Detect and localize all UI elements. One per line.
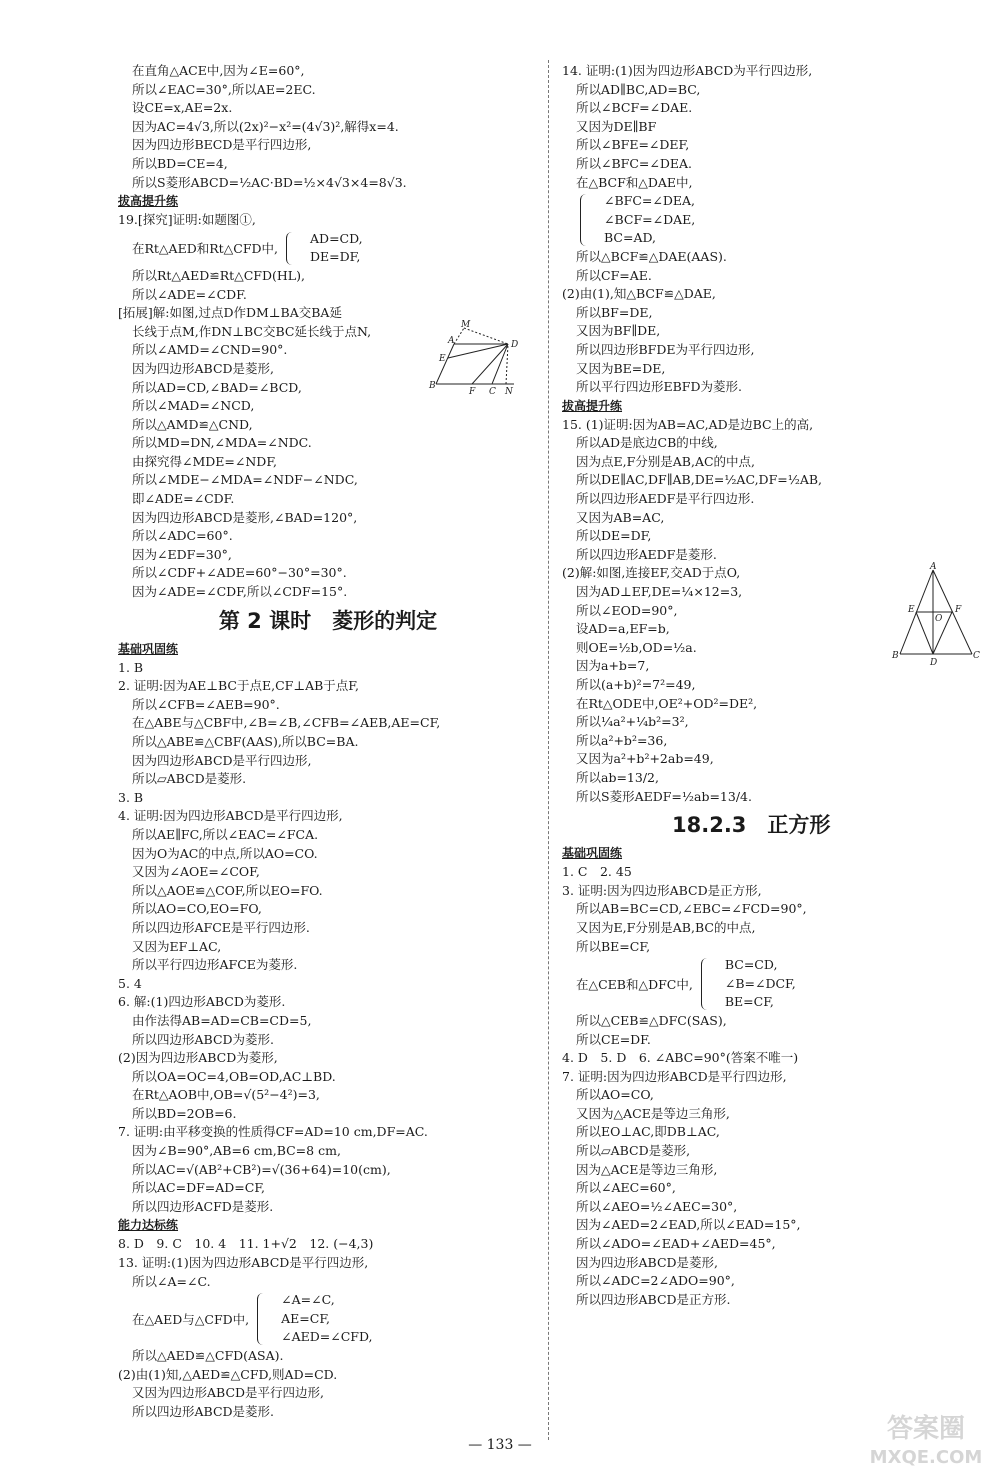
section-heading: 能力达标练 — [118, 1218, 179, 1233]
section-heading: 基础巩固练 — [562, 846, 623, 861]
answer-block — [118, 659, 538, 1217]
geometry-figure-triangle — [886, 562, 986, 670]
text-line: 所以∠AEC=60°, — [576, 1180, 676, 1196]
right-column — [562, 62, 982, 1309]
watermark-logo — [866, 1407, 986, 1469]
text-line: 又因为AB=AC, — [576, 509, 665, 525]
text-line: 又因为BE=DE, — [576, 360, 666, 376]
text-line: BC=CD, — [724, 957, 778, 973]
text-line: 因为∠ADE=∠CDF,所以∠CDF=15°. — [132, 584, 348, 600]
text-line: 所以∠AEO=½∠AEC=30°, — [576, 1198, 738, 1214]
text-line: 因为∠EDF=30°, — [132, 546, 232, 562]
text-line: 所以∠MDE−∠MDA=∠NDF−∠NDC, — [132, 472, 358, 488]
text-line: 由探究得∠MDE=∠NDF, — [132, 453, 278, 469]
text-line: 所以∠BFC=∠DEA. — [576, 155, 692, 171]
answer-block — [118, 1347, 538, 1421]
text-line: 所以BD=2OB=6. — [132, 1105, 237, 1121]
text-line: 所以∠EAC=30°,所以AE=2EC. — [132, 81, 316, 97]
equation-system — [118, 230, 538, 267]
fig-label: O — [935, 614, 943, 624]
text-line: [拓展]解:如图,过点D作DM⊥BA交BA延 — [118, 305, 342, 321]
text-line: 所以四边形ACFD是菱形. — [132, 1198, 274, 1214]
text-line: 所以▱ABCD是菱形, — [576, 1143, 691, 1159]
text-line: 所以AE∥FC,所以∠EAC=∠FCA. — [132, 826, 319, 842]
answer-block — [118, 1235, 538, 1291]
column-divider — [548, 60, 549, 1440]
text-line: 在Rt△ODE中,OE²+OD²=DE², — [576, 695, 758, 711]
text-line: 所以△AED≌△CFD(ASA). — [132, 1348, 284, 1363]
system-brace — [697, 956, 796, 1012]
text-line: 由作法得AB=AD=CB=CD=5, — [132, 1012, 312, 1028]
text-line: 2. 证明:因为AE⊥BC于点E,CF⊥AB于点F, — [118, 678, 360, 694]
text-line: 因为∠AED=2∠EAD,所以∠EAD=15°, — [576, 1217, 801, 1233]
text-line: 设AD=a,EF=b, — [576, 621, 670, 637]
text-line: 所以∠MAD=∠NCD, — [132, 398, 255, 414]
text-line: 所以∠ADC=60°. — [132, 528, 233, 544]
text-line: 所以四边形AFCE是平行四边形. — [132, 919, 310, 935]
system-brace — [253, 1291, 372, 1347]
text-line: 所以∠BCF=∠DAE. — [576, 100, 693, 116]
text-line: ∠B=∠DCF, — [724, 975, 796, 991]
text-line: 所以AC=√(AB²+CB²)=√(36+64)=10(cm), — [132, 1161, 391, 1177]
text-line: 所以△AMD≌△CND, — [132, 416, 253, 432]
text-line: 1. B — [118, 659, 144, 675]
text-line: 所以∠EOD=90°, — [576, 602, 678, 618]
text-line: ∠AED=∠CFD, — [281, 1329, 373, 1345]
text-line: 所以∠A=∠C. — [132, 1273, 211, 1289]
answer-block — [562, 863, 982, 956]
watermark-top: 答案圈 — [886, 1414, 966, 1444]
fig-label: B — [429, 381, 436, 391]
fig-label: A — [930, 562, 937, 572]
system-lead: 在△AED与△CFD中, — [132, 1312, 250, 1328]
text-line: 所以AO=CO,EO=FO, — [132, 901, 262, 917]
text-line: 1. C 2. 45 — [562, 864, 632, 880]
system-brace — [576, 192, 982, 248]
text-line: 又因为△ACE是等边三角形, — [576, 1105, 730, 1121]
text-line: 所以△CEB≌△DFC(SAS), — [576, 1012, 727, 1028]
section-heading: 拔高提升练 — [118, 194, 179, 209]
text-line: 所以△ABE≌△CBF(AAS),所以BC=BA. — [132, 734, 359, 749]
text-line: (2)由(1)知,△AED≌△CFD,则AD=CD. — [118, 1366, 338, 1382]
text-line: 因为AD⊥EF,DE=¼×12=3, — [576, 584, 743, 600]
text-line: 所以四边形ABCD是菱形. — [132, 1403, 275, 1419]
text-line: 又因为BF∥DE, — [576, 323, 661, 339]
text-line: 所以∠CDF+∠ADE=60°−30°=30°. — [132, 565, 347, 581]
text-line: (2)因为四边形ABCD为菱形, — [118, 1050, 278, 1066]
section-heading: 基础巩固练 — [118, 641, 179, 656]
text-line: 所以四边形AEDF是平行四边形. — [576, 491, 755, 507]
text-line: 因为四边形ABCD是菱形, — [576, 1254, 719, 1270]
text-line: 所以∠CFB=∠AEB=90°. — [132, 696, 280, 712]
question-19: 19.[探究]证明:如题图①, — [118, 212, 256, 228]
text-line: AD=CD, — [310, 230, 363, 246]
text-line: 所以△AOE≌△COF,所以EO=FO. — [132, 882, 323, 898]
text-line: 所以AB=BC=CD,∠EBC=∠FCD=90°, — [576, 901, 807, 917]
text-line: 所以S菱形ABCD=½AC·BD=½×4√3×4=8√3. — [132, 174, 407, 190]
text-line: 所以MD=DN,∠MDA=∠NDC. — [132, 435, 312, 451]
fig-label: M — [461, 320, 471, 330]
text-line: 14. 证明:(1)因为四边形ABCD为平行四边形, — [562, 63, 813, 78]
text-line: 因为点E,F分别是AB,AC的中点, — [576, 453, 756, 469]
text-line: 则OE=½b,OD=½a. — [576, 639, 697, 655]
text-line: 因为四边形BECD是平行四边形, — [132, 137, 312, 153]
text-line: 所以AD=CD,∠BAD=∠BCD, — [132, 379, 302, 395]
text-line: 3. B — [118, 789, 144, 805]
text-line: 所以BE=CF, — [576, 938, 651, 954]
text-line: 在△ABE与△CBF中,∠B=∠B,∠CFB=∠AEB,AE=CF, — [132, 715, 441, 731]
text-line: 在直角△ACE中,因为∠E=60°, — [132, 63, 305, 78]
text-line: ∠BFC=∠DEA, — [604, 193, 695, 209]
fig-label: B — [892, 651, 899, 661]
text-line: 7. 证明:因为四边形ABCD是平行四边形, — [562, 1068, 787, 1084]
text-line: 所以OA=OC=4,OB=OD,AC⊥BD. — [132, 1068, 336, 1084]
text-line: ∠BCF=∠DAE, — [604, 211, 696, 227]
text-line: 所以四边形BFDE为平行四边形, — [576, 341, 755, 357]
text-line: 所以四边形ABCD是正方形. — [576, 1291, 731, 1307]
text-line: 6. 解:(1)四边形ABCD为菱形. — [118, 994, 286, 1010]
text-line: 所以¼a²+¼b²=3², — [576, 714, 689, 730]
fig-label: N — [505, 387, 513, 396]
text-line: 因为a+b=7, — [576, 658, 650, 674]
text-line: 因为△ACE是等边三角形, — [576, 1161, 718, 1177]
text-line: 所以BF=DE, — [576, 304, 653, 320]
text-line: 所以AC=DF=AD=CF, — [132, 1180, 266, 1196]
text-line: 所以(a+b)²=7²=49, — [576, 677, 696, 692]
system-brace — [282, 230, 363, 267]
text-line: (2)由(1),知△BCF≌△DAE, — [562, 286, 716, 302]
text-line: 15. (1)证明:因为AB=AC,AD是边BC上的高, — [562, 416, 814, 432]
text-line: 7. 证明:由平移变换的性质得CF=AD=10 cm,DF=AC. — [118, 1124, 428, 1140]
system-lead: 在△CEB和△DFC中, — [576, 977, 693, 993]
text-line: BC=AD, — [604, 230, 657, 246]
section-title: 18.2.3 正方形 — [672, 813, 831, 838]
text-line: 4. D 5. D 6. ∠ABC=90°(答案不唯一) — [562, 1050, 799, 1066]
text-line: 13. 证明:(1)因为四边形ABCD是平行四边形, — [118, 1255, 369, 1271]
lesson-title: 第 2 课时 菱形的判定 — [218, 608, 438, 633]
text-line: 所以∠ADE=∠CDF. — [132, 286, 247, 302]
text-line: 又因为DE∥BF — [576, 118, 657, 134]
text-line: 所以AD∥BC,AD=BC, — [576, 81, 701, 97]
answer-block — [562, 1012, 982, 1310]
text-line: 所以ab=13/2, — [576, 769, 659, 785]
text-line: 因为O为AC的中点,所以AO=CO. — [132, 845, 318, 861]
fig-label: A — [448, 336, 455, 346]
text-line: 3. 证明:因为四边形ABCD是正方形, — [562, 882, 762, 898]
text-line: 所以BD=CE=4, — [132, 155, 228, 171]
text-line: 5. 4 — [118, 975, 142, 991]
text-line: 又因为四边形ABCD是平行四边形, — [132, 1385, 325, 1401]
text-line: 所以Rt△AED≌Rt△CFD(HL), — [132, 267, 305, 283]
text-line: 所以AD是底边CB的中线, — [576, 435, 718, 451]
text-line: 所以▱ABCD是菱形. — [132, 771, 247, 787]
answer-block — [118, 62, 538, 192]
text-line: 所以∠ADC=2∠ADO=90°, — [576, 1273, 735, 1289]
text-line: 所以∠AMD=∠CND=90°. — [132, 342, 288, 358]
text-line: 所以四边形AEDF是菱形. — [576, 546, 717, 562]
text-line: 长线于点M,作DN⊥BC交BC延长线于点N, — [132, 323, 372, 339]
text-line: 所以CF=AE. — [576, 267, 652, 283]
text-line: 8. D 9. C 10. 4 11. 1+√2 12. (−4,3) — [118, 1236, 374, 1252]
geometry-figure-rhombus — [428, 318, 528, 396]
text-line: 因为AC=4√3,所以(2x)²−x²=(4√3)²,解得x=4. — [132, 118, 399, 134]
system-lead: 在Rt△AED和Rt△CFD中, — [132, 241, 279, 257]
text-line: 在△BCF和△DAE中, — [576, 174, 693, 190]
text-line: 又因为a²+b²+2ab=49, — [576, 751, 714, 767]
fig-label: C — [973, 651, 980, 661]
page-number: — 133 — — [468, 1437, 532, 1453]
text-line: 所以DE=DF, — [576, 528, 652, 544]
fig-label: F — [955, 605, 962, 615]
answer-block — [562, 248, 982, 397]
text-line: 因为四边形ABCD是菱形,∠BAD=120°, — [132, 509, 358, 525]
text-line: 所以∠ADO=∠EAD+∠AED=45°, — [576, 1236, 776, 1252]
text-line: 因为四边形ABCD是菱形, — [132, 360, 275, 376]
fig-label: D — [511, 340, 519, 350]
text-line: 所以AO=CO, — [576, 1087, 654, 1103]
text-line: 因为∠B=90°,AB=6 cm,BC=8 cm, — [132, 1143, 341, 1159]
text-line: 所以平行四边形EBFD为菱形. — [576, 379, 742, 395]
equation-system — [118, 1291, 538, 1347]
text-line: 所以∠BFE=∠DEF, — [576, 137, 690, 153]
text-line: 设CE=x,AE=2x. — [132, 100, 233, 116]
fig-label: E — [908, 605, 915, 615]
fig-label: D — [930, 658, 938, 668]
text-line: 所以EO⊥AC,即DB⊥AC, — [576, 1124, 720, 1140]
text-line: 所以四边形ABCD为菱形. — [132, 1031, 275, 1047]
text-line: 所以CE=DF. — [576, 1031, 651, 1047]
text-line: 所以平行四边形AFCE为菱形. — [132, 957, 298, 973]
left-column — [118, 62, 538, 1421]
text-line: 即∠ADE=∠CDF. — [132, 491, 235, 507]
fig-label: F — [469, 387, 476, 396]
text-line: 4. 证明:因为四边形ABCD是平行四边形, — [118, 808, 343, 824]
fig-label: C — [489, 387, 496, 396]
text-line: 在Rt△AOB中,OB=√(5²−4²)=3, — [132, 1087, 320, 1103]
text-line: 所以S菱形AEDF=½ab=13/4. — [576, 788, 752, 804]
text-line: (2)解:如图,连接EF,交AD于点O, — [562, 565, 741, 581]
text-line: 又因为∠AOE=∠COF, — [132, 864, 260, 880]
text-line: 因为四边形ABCD是平行四边形, — [132, 752, 312, 768]
fig-label: E — [439, 354, 446, 364]
text-line: 所以a²+b²=36, — [576, 732, 668, 748]
text-line: 所以DE∥AC,DF∥AB,DE=½AC,DF=½AB, — [576, 472, 823, 488]
text-line: 又因为EF⊥AC, — [132, 938, 222, 954]
equation-system — [562, 956, 982, 1012]
watermark-bottom: MXQE.COM — [869, 1447, 983, 1468]
text-line: ∠A=∠C, — [281, 1292, 335, 1308]
text-line: 所以△BCF≌△DAE(AAS). — [576, 248, 727, 264]
text-line: BE=CF, — [724, 994, 774, 1010]
text-line: 又因为E,F分别是AB,BC的中点, — [576, 919, 756, 935]
answer-block — [562, 62, 982, 192]
section-heading: 拔高提升练 — [562, 398, 623, 413]
text-line: AE=CF, — [281, 1310, 331, 1326]
text-line: DE=DF, — [310, 249, 361, 265]
